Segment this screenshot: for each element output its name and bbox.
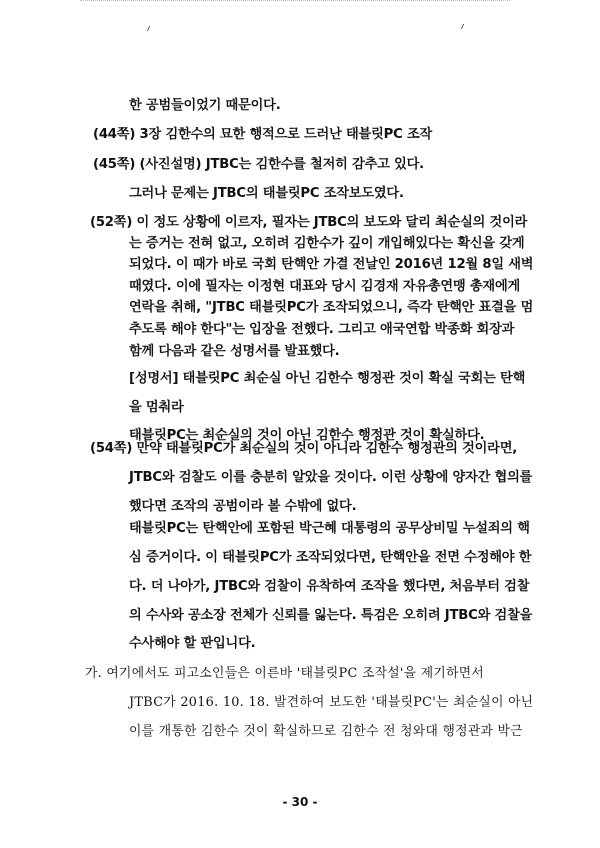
quote-line: 했다면 조작의 공범이라 볼 수밖에 없다. xyxy=(129,499,357,514)
quote-line: 한 공범들이었기 때문이다. xyxy=(129,98,281,113)
quote-line: 연락을 취해, "JTBC 태블릿PC가 조작되었으니, 즉각 탄핵안 표결을 멈 xyxy=(129,300,534,315)
quote-line: 되었다. 이 때가 바로 국회 탄핵안 가결 전날인 2016년 12월 8일 새벽 xyxy=(129,257,534,272)
quote-line: 는 증거는 전혀 없고, 오히려 김한수가 깊이 개입해있다는 확신을 갖게 xyxy=(129,236,525,251)
body-line: JTBC가 2016. 10. 18. 발견하여 보도한 '태블릿PC'는 최순실이 아닌 xyxy=(129,695,534,710)
quote-line: (44쪽) 3장 김한수의 묘한 행적으로 드러난 태블릿PC 조작 xyxy=(93,127,433,142)
quote-line: 심 증거이다. 이 태블릿PC가 조작되었다면, 탄핵안을 전면 수정해야 한 xyxy=(129,550,532,565)
scan-mark xyxy=(461,24,467,29)
quote-line: (45쪽) (사진설명) JTBC는 김한수를 철저히 감추고 있다. xyxy=(93,157,424,172)
quote-line: 의 수사와 공소장 전체가 신뢰를 잃는다. 특검은 오히려 JTBC와 검찰을 xyxy=(129,608,533,623)
quote-line: 그러나 문제는 JTBC의 태블릿PC 조작보도였다. xyxy=(129,186,404,201)
body-line: 가. 여기에서도 피고소인들은 이른바 '태블릿PC 조작설'을 제기하면서 xyxy=(85,666,485,681)
quote-line: 때였다. 이에 필자는 이정현 대표와 당시 김경재 자유총연맹 총재에게 xyxy=(129,279,521,294)
scan-mark xyxy=(147,26,153,31)
quote-line: JTBC와 검찰도 이를 충분히 알았을 것이다. 이런 상황에 양자간 협의를 xyxy=(129,470,533,485)
quote-line: 다. 더 나아가, JTBC와 검찰이 유착하여 조작을 했다면, 처음부터 검찰 xyxy=(129,579,530,594)
quote-line: 함께 다음과 같은 성명서를 발표했다. xyxy=(129,344,340,359)
body-line: 이를 개통한 김한수 것이 확실하므로 김한수 전 청와대 행정관과 박근 xyxy=(129,724,523,739)
quote-line: (52쪽) 이 정도 상황에 이르자, 필자는 JTBC의 보도와 달리 최순실의 것이라 xyxy=(90,215,528,230)
quote-line: 태블릿PC는 최순실의 것이 아닌 김한수 행정관 것이 확실하다. xyxy=(129,428,485,443)
quote-line: 추도록 해야 한다"는 입장을 전했다. 그리고 애국연합 박종화 회장과 xyxy=(129,322,515,337)
quote-line: 태블릿PC는 탄핵안에 포함된 박근혜 대통령의 공무상비밀 누설죄의 핵 xyxy=(129,521,530,536)
quote-line: [성명서] 태블릿PC 최순실 아닌 김한수 행정관 것이 확실 국회는 탄핵 xyxy=(129,371,526,386)
quote-line: 을 멈춰라 xyxy=(129,400,184,415)
quote-line: 수사해야 할 판입니다. xyxy=(129,636,256,651)
page-number: - 30 - xyxy=(282,795,318,809)
scan-noise xyxy=(80,0,510,3)
quote-line: (54쪽) 만약 태블릿PC가 최순실의 것이 아니라 김한수 행정관의 것이라면, xyxy=(90,441,518,456)
